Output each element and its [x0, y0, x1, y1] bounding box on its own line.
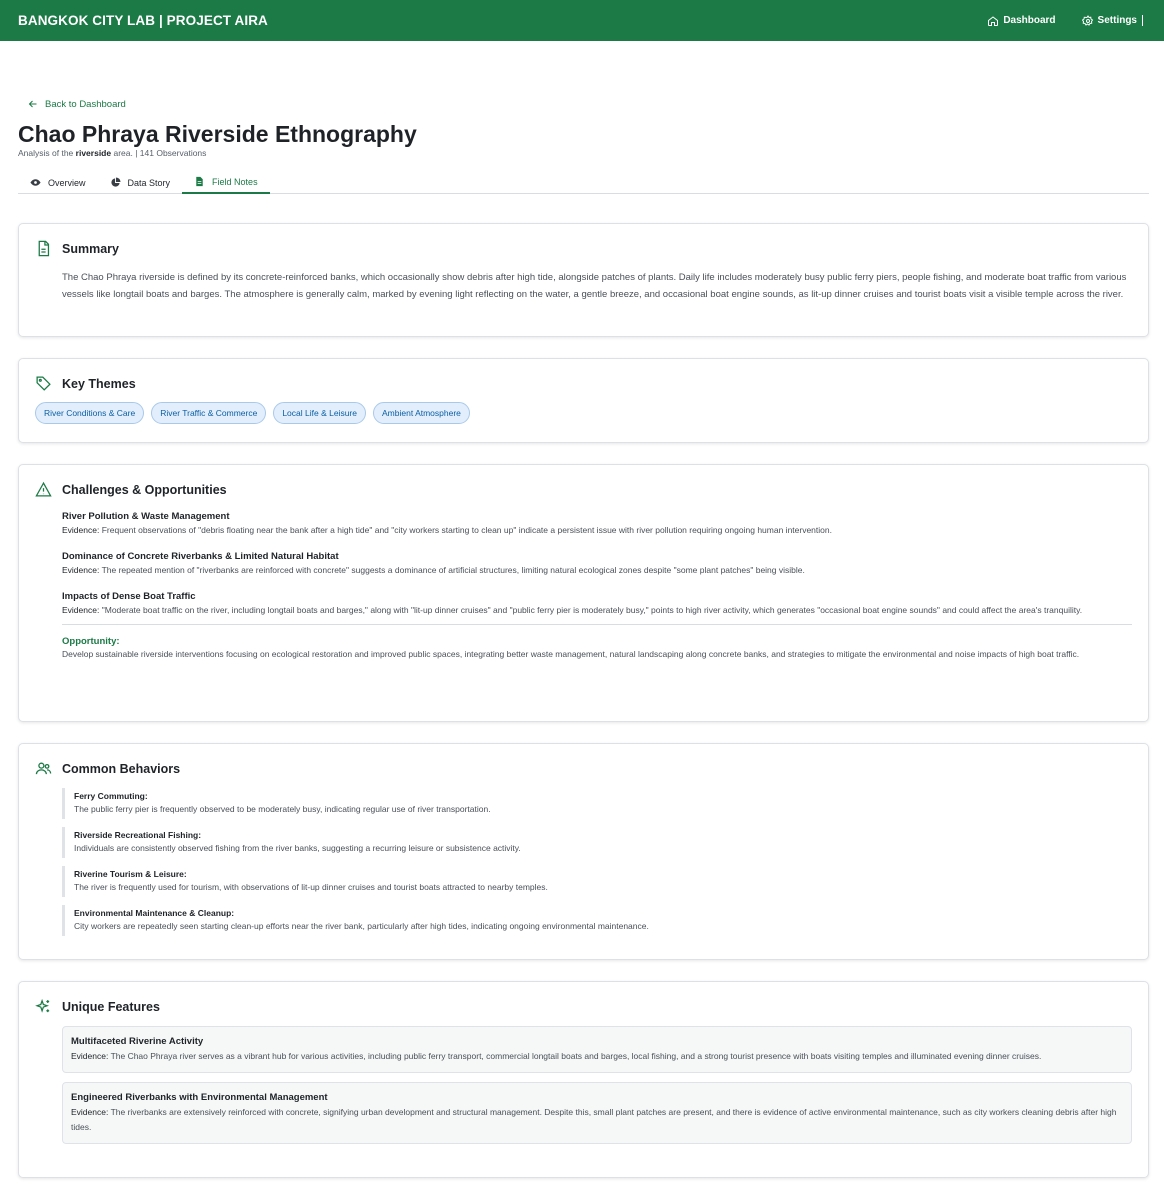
- behaviors-title: Common Behaviors: [62, 761, 181, 776]
- tab-field-notes-label: Field Notes: [212, 176, 258, 187]
- theme-chip[interactable]: Local Life & Leisure: [273, 402, 366, 424]
- feature-evidence: [71, 1049, 1123, 1064]
- nav-dashboard[interactable]: [987, 15, 1055, 27]
- behavior-title: Riverside Recreational Fishing:: [74, 830, 202, 840]
- subtitle-prefix: Analysis of the: [18, 148, 74, 158]
- warning-icon: [35, 481, 52, 498]
- summary-header: [35, 240, 1132, 257]
- feature-item: [62, 1082, 1132, 1144]
- behaviors-card: [18, 743, 1149, 960]
- evidence-text: The Chao Phraya river serves as a vibrant hub for various activities, including public ferry transport, commercial longtail boats and barges, local fishing, and a strong tourist presence with boats visiting temples and illuminated evening dinner cruises.: [110, 1051, 1042, 1061]
- tab-bar: [18, 171, 1149, 194]
- divider: [62, 624, 1132, 625]
- page-header: [18, 94, 1149, 194]
- tab-overview[interactable]: [18, 171, 98, 194]
- behavior-desc: City workers are repeatedly seen starting clean-up efforts near the river bank, particularly after high tides, indicating ongoing environmental maintenance.: [74, 921, 649, 931]
- challenge-item: [62, 590, 1132, 618]
- theme-chip[interactable]: River Traffic & Commerce: [151, 402, 266, 424]
- opportunity-block: [62, 636, 1132, 662]
- challenge-item: [62, 550, 1132, 578]
- feature-title: Multifaceted Riverine Activity: [71, 1036, 204, 1047]
- feature-evidence: [71, 1105, 1123, 1135]
- nav-dashboard-label: Dashboard: [1003, 15, 1056, 26]
- evidence-text: Frequent observations of "debris floating near the bank after a high tide" and "city workers starting to clean up" indicate a persistent issue with river pollution requiring ongoing human intervention.: [101, 525, 832, 535]
- behavior-item: [62, 788, 1132, 819]
- challenge-item: [62, 510, 1132, 538]
- challenge-title: Impacts of Dense Boat Traffic: [62, 591, 196, 602]
- challenge-title: River Pollution & Waste Management: [62, 511, 230, 522]
- features-header: [35, 998, 1132, 1015]
- evidence-text: The riverbanks are extensively reinforced with concrete, signifying urban development and structural management. Despite this, small plant patches are present, and there is evidence of active environmental maintenance, such as city workers cleaning debris after high tides.: [71, 1107, 1117, 1132]
- behavior-desc: The river is frequently used for tourism, with observations of lit-up dinner cruises and tourist boats attracted to nearby temples.: [74, 882, 548, 892]
- behavior-title: Environmental Maintenance & Cleanup:: [74, 908, 235, 918]
- challenges-header: [35, 481, 1132, 498]
- eye-icon: [30, 177, 41, 188]
- key-themes-title: Key Themes: [62, 376, 136, 391]
- theme-chip[interactable]: River Conditions & Care: [35, 402, 144, 424]
- challenge-evidence: [62, 563, 1132, 578]
- page-title: Chao Phraya Riverside Ethnography: [18, 121, 417, 147]
- key-themes-header: [35, 375, 1132, 392]
- behavior-title: Ferry Commuting:: [74, 791, 148, 801]
- opportunity-text: Develop sustainable riverside interventions focusing on ecological restoration and improved public spaces, integrating better waste management, natural landscaping along concrete banks, and strategies to mitigate the environmental and noise impacts of high boat traffic.: [62, 649, 1080, 659]
- behaviors-header: [35, 760, 1132, 777]
- tab-data-story[interactable]: [98, 171, 183, 194]
- key-themes-card: [18, 358, 1149, 443]
- evidence-label: Evidence:: [62, 605, 100, 615]
- gear-icon: [1082, 15, 1094, 27]
- behavior-desc: Individuals are consistently observed fishing from the river banks, suggesting a recurring leisure or subsistence activity.: [74, 843, 521, 853]
- page-subtitle: [18, 148, 1149, 158]
- behavior-desc: The public ferry pier is frequently observed to be moderately busy, indicating regular use of river transportation.: [74, 804, 491, 814]
- tab-overview-label: Overview: [48, 177, 86, 188]
- top-bar: [0, 0, 1164, 41]
- document-icon: [194, 176, 205, 187]
- evidence-text: "Moderate boat traffic on the river, including longtail boats and barges," along with "lit-up dinner cruises" and "public ferry pier is moderately busy," points to high river activity, which generates "occasional boat engine sounds" and could affect the area's tranquility.: [101, 605, 1083, 615]
- evidence-text: The repeated mention of "riverbanks are reinforced with concrete" suggests a dominance of artificial structures, limiting natural ecological zones despite "some plant patches" being visible.: [101, 565, 805, 575]
- top-nav: [987, 15, 1146, 27]
- nav-settings[interactable]: [1082, 15, 1143, 27]
- challenges-card: [18, 464, 1149, 722]
- behavior-title: Riverine Tourism & Leisure:: [74, 869, 187, 879]
- subtitle-suffix: area. | 141 Observations: [113, 148, 207, 158]
- tab-field-notes[interactable]: [182, 171, 270, 194]
- feature-title: Engineered Riverbanks with Environmental Management: [71, 1092, 328, 1103]
- brand-title[interactable]: BANGKOK CITY LAB | PROJECT AIRA: [18, 13, 268, 28]
- back-to-dashboard-link[interactable]: [27, 94, 1149, 114]
- document-icon: [35, 240, 52, 257]
- arrow-left-icon: [27, 98, 39, 110]
- challenge-evidence: [62, 523, 1132, 538]
- home-icon: [987, 15, 999, 27]
- challenge-title: Dominance of Concrete Riverbanks & Limited Natural Habitat: [62, 551, 339, 562]
- subtitle-area: riverside: [75, 148, 112, 158]
- summary-card: [18, 223, 1149, 337]
- summary-title: Summary: [62, 241, 119, 256]
- pie-chart-icon: [110, 177, 121, 188]
- sparkles-icon: [35, 998, 52, 1015]
- behavior-item: [62, 827, 1132, 858]
- opportunity-title: Opportunity:: [62, 636, 120, 647]
- back-label: Back to Dashboard: [45, 98, 126, 110]
- evidence-label: Evidence:: [71, 1051, 109, 1061]
- features-title: Unique Features: [62, 999, 160, 1014]
- challenge-evidence: [62, 603, 1132, 618]
- nav-settings-label: Settings: [1097, 15, 1137, 26]
- tag-icon: [35, 375, 52, 392]
- evidence-label: Evidence:: [71, 1107, 109, 1117]
- challenges-title: Challenges & Opportunities: [62, 482, 227, 497]
- text-cursor: [1142, 15, 1143, 26]
- summary-text: The Chao Phraya riverside is defined by its concrete-reinforced banks, which occasionally show debris after high tide, alongside patches of plants. Daily life includes moderately busy public ferry piers, people fishing, and moderate boat traffic from various vessels like longtail boats and barges. The atmosphere is generally calm, marked by evening light reflecting on the water, a gentle breeze, and occasional boat engine sounds, as lit-up dinner cruises and tourist boats visit a visible temple across the river.: [62, 272, 1127, 300]
- behavior-item: [62, 866, 1132, 897]
- behavior-item: [62, 905, 1132, 936]
- theme-chip[interactable]: Ambient Atmosphere: [373, 402, 470, 424]
- evidence-label: Evidence:: [62, 565, 100, 575]
- evidence-label: Evidence:: [62, 525, 100, 535]
- feature-item: [62, 1026, 1132, 1073]
- users-icon: [35, 760, 52, 777]
- theme-chips: [35, 402, 1132, 424]
- tab-data-story-label: Data Story: [127, 177, 171, 188]
- features-card: [18, 981, 1149, 1178]
